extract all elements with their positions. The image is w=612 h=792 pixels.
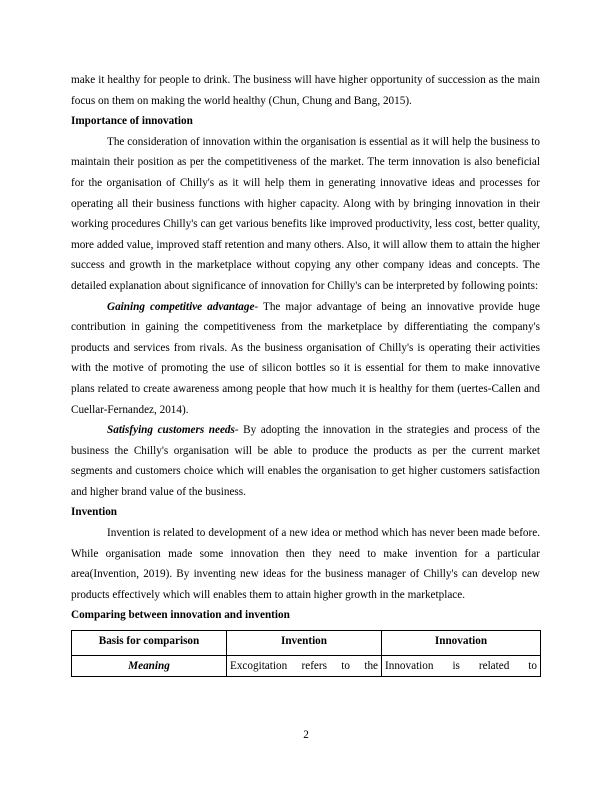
column-header: Invention bbox=[227, 631, 382, 656]
importance-paragraph: The consideration of innovation within the organisation is essential as it will help the business to maintain their position as per the competitiveness of the market. The term innovation is also beneficial for the organisation of Chilly's as it will help them in generating innovative ideas and processes for operating all their business functions with higher capacity. Along with by bringing innovation in their working procedures Chilly's can get various benefits like improved productivity, less cost, better quality, more added value, improved staff retention and many others. Also, it will allow them to attain the higher success and growth in the marketplace without copying any other company ideas and concepts. The detailed explanation about significance of innovation for Chilly's can be interpreted by following points: bbox=[71, 135, 540, 292]
page-number: 2 bbox=[303, 729, 309, 741]
page-content bbox=[71, 70, 540, 677]
table-header-row bbox=[72, 631, 541, 656]
point-competitive-advantage bbox=[71, 297, 540, 421]
comparison-table bbox=[71, 630, 541, 677]
point-term: Gaining competitive advantage bbox=[107, 300, 255, 313]
table-cell-innovation: Innovation is related to bbox=[382, 656, 541, 677]
point-text: - By adopting the innovation in the strategies and process of the business the Chilly's organisation will be able to produce the products as per the current market segments and customers choice which will enables the organisation to get higher customers satisfaction and higher brand value of the business. bbox=[71, 424, 540, 498]
comparison-heading: Comparing between innovation and invention bbox=[71, 609, 290, 622]
point-term: Satisfying customers needs bbox=[107, 424, 235, 437]
column-header: Basis for comparison bbox=[72, 631, 227, 656]
column-header: Innovation bbox=[382, 631, 541, 656]
table-row bbox=[72, 656, 541, 677]
point-text: - The major advantage of being an innovative provide huge contribution in gaining the competitiveness from the marketplace by differentiating the company's products and services from rivals. As the business organisation of Chilly's is operating their activities with the motive of promoting the use of silicon bottles so it is essential for them to make innovative plans related to create awareness among people that how much it is healthy for them (uertes-Callen and Cuellar-Fernandez, 2014). bbox=[71, 300, 540, 416]
invention-heading: Invention bbox=[71, 506, 118, 519]
importance-heading: Importance of innovation bbox=[71, 115, 193, 128]
intro-continuation-paragraph: make it healthy for people to drink. The business will have higher opportunity of succession as the main focus on them on making the world healthy (Chun, Chung and Bang, 2015). bbox=[71, 74, 540, 107]
table-cell-basis: Meaning bbox=[72, 656, 227, 677]
table-cell-invention: Excogitation refers to the bbox=[227, 656, 382, 677]
invention-paragraph: Invention is related to development of a new idea or method which has never been made before. While organisation made some innovation then they need to make invention for a particular area(Invention, 2019). By inventing new ideas for the business manager of Chilly's can develop new products effectively which will enables them to attain higher growth in the marketplace. bbox=[71, 527, 540, 601]
point-customer-needs bbox=[71, 420, 540, 502]
